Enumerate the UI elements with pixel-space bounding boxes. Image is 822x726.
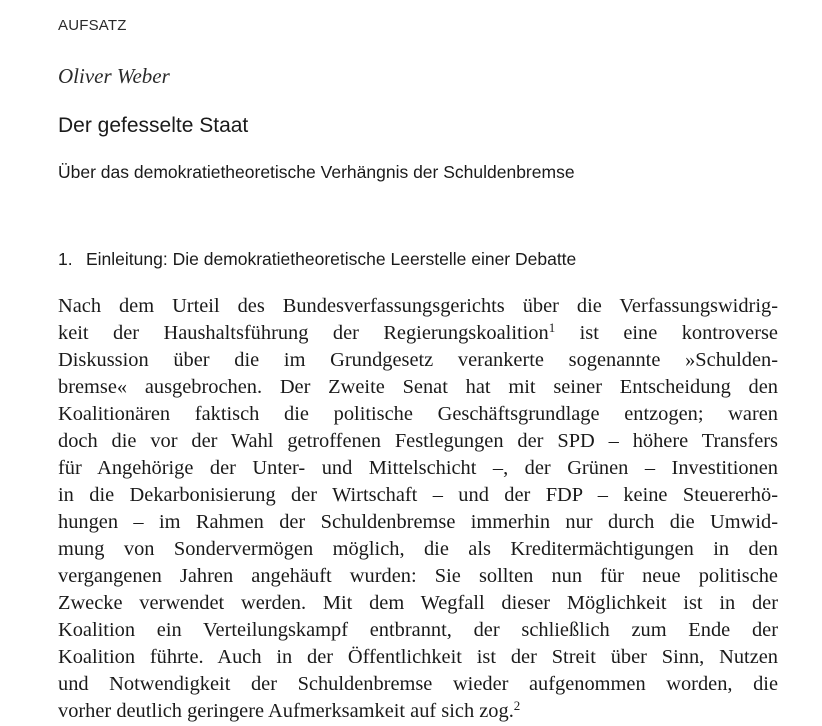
author-name: Oliver Weber bbox=[58, 64, 170, 88]
footnote-marker[interactable]: 2 bbox=[513, 698, 521, 713]
paragraph-line: Zwecke verwendet werden. Mit dem Wegfall dieser Möglichkeit ist in der bbox=[58, 592, 778, 614]
paragraph-line: Diskussion über die im Grundgesetz verankerte sogenannte »Schulden- bbox=[58, 349, 778, 371]
paragraph-line: Koalition ein Verteilungskampf entbrannt, der schließlich zum Ende der bbox=[58, 619, 778, 641]
paragraph-line: hungen – im Rahmen der Schuldenbremse immerhin nur durch die Umwid- bbox=[58, 511, 778, 533]
paragraph-line: mung von Sondervermögen möglich, die als Kreditermächtigungen in den bbox=[58, 538, 778, 560]
paragraph-line: in die Dekarbonisierung der Wirtschaft – und der FDP – keine Steuererhö- bbox=[58, 484, 778, 506]
section-heading bbox=[58, 249, 576, 270]
paragraph-line-text: vorher deutlich geringere Aufmerksamkeit auf sich zog. bbox=[58, 700, 514, 722]
section-heading-text: Einleitung: Die demokratietheoretische Leerstelle einer Debatte bbox=[86, 249, 577, 269]
paragraph-line: bremse« ausgebrochen. Der Zweite Senat hat mit seiner Entscheidung den bbox=[58, 376, 778, 398]
article-subtitle: Über das demokratietheoretische Verhängnis der Schuldenbremse bbox=[58, 162, 575, 182]
paragraph-line: doch die vor der Wahl getroffenen Festlegungen der SPD – höhere Transfers bbox=[58, 430, 778, 452]
paragraph-line: und Notwendigkeit der Schuldenbremse wieder aufgenommen worden, die bbox=[58, 673, 778, 695]
paragraph-line: vergangenen Jahren angehäuft wurden: Sie sollten nun für neue politische bbox=[58, 565, 778, 587]
section-label: AUFSATZ bbox=[58, 17, 127, 34]
paragraph-line: für Angehörige der Unter- und Mittelschicht –, der Grünen – Investitionen bbox=[58, 457, 778, 479]
article-title: Der gefesselte Staat bbox=[58, 114, 249, 137]
footnote-marker[interactable]: 1 bbox=[548, 320, 556, 335]
paragraph-line: Koalition führte. Auch in der Öffentlichkeit ist der Streit über Sinn, Nutzen bbox=[58, 646, 778, 668]
paragraph-line bbox=[58, 698, 778, 725]
body-paragraph bbox=[58, 293, 778, 725]
section-number: 1. bbox=[58, 249, 73, 269]
paragraph-line bbox=[58, 320, 778, 347]
paragraph-line: Nach dem Urteil des Bundesverfassungsgerichts über die Verfassungswidrig- bbox=[58, 295, 778, 317]
paragraph-line: Koalitionären faktisch die politische Geschäftsgrundlage entzogen; waren bbox=[58, 403, 778, 425]
paragraph-line-text: keit der Haushaltsführung der Regierungskoalition bbox=[58, 322, 549, 344]
paragraph-line-text: ist eine kontroverse bbox=[579, 322, 778, 344]
